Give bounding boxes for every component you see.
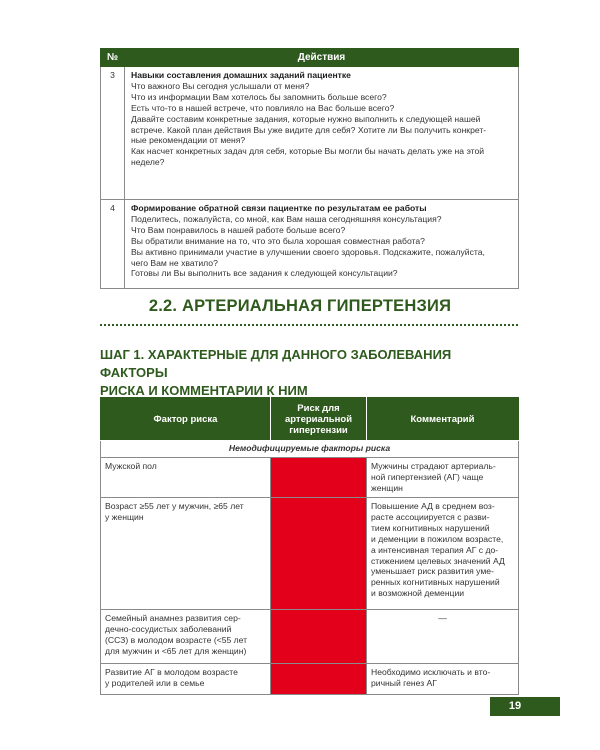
page-number-bar [540, 697, 560, 716]
row-title: Формирование обратной связи пациентке по результатам ее работы [131, 203, 427, 213]
row-line: неделе? [131, 157, 165, 168]
row-line: чего Вам не хватило? [131, 257, 218, 268]
header-actions: Действия [125, 49, 519, 67]
row-content [125, 67, 519, 200]
comment-line: стижением целевых значений АД [371, 555, 505, 566]
dotted-divider [100, 324, 518, 326]
risk-factors-table [100, 397, 519, 695]
factor-line: Мужской пол [105, 461, 157, 471]
header-factor: Фактор риска [101, 398, 271, 441]
subheader-nonmodifiable: Немодифицируемые факторы риска [101, 441, 519, 458]
comment-line: ренных когнитивных нарушений [371, 577, 500, 588]
comment-cell [367, 610, 519, 664]
header-risk-line: артериальной [284, 413, 353, 425]
row-title: Навыки составления домашних заданий пациентке [131, 70, 351, 80]
header-comment: Комментарий [367, 398, 519, 441]
factor-line: (ССЗ) в молодом возрасте (<55 лет [105, 634, 248, 645]
risk-indicator [271, 498, 367, 610]
table-row [101, 610, 519, 664]
row-line: Поделитесь, пожалуйста, со мной, как Вам наша сегодняшняя консультация? [131, 213, 442, 224]
step-title-line: ШАГ 1. ХАРАКТЕРНЫЕ ДЛЯ ДАННОГО ЗАБОЛЕВАНИЯ ФАКТОРЫ [100, 347, 452, 380]
row-line: Вы обратили внимание на то, что это была хорошая совместная работа? [131, 235, 425, 246]
row-line: встрече. Какой план действия Вы уже видите для себя? Хотите ли Вы получить конкрет- [131, 124, 487, 135]
factor-line: дечно-сосудистых заболеваний [105, 623, 232, 634]
page-number: 19 [490, 697, 540, 716]
row-line: Есть что-то в нашей встрече, что повлияло на Вас больше всего? [131, 102, 395, 113]
table-row [101, 664, 519, 695]
comment-line: расте ассоциируется с разви- [371, 511, 490, 522]
row-content [125, 200, 519, 289]
comment-line: женщин [371, 482, 403, 493]
row-line: Как насчет конкретных задач для себя, которые Вы могли бы начать делать уже на этой [131, 146, 485, 157]
comment-line: уменьшает риск развития уме- [371, 566, 494, 577]
comment-cell [367, 458, 519, 498]
factor-cell [101, 610, 271, 664]
comment-cell [367, 664, 519, 695]
comment-cell [367, 498, 519, 610]
factor-line: у женщин [105, 511, 144, 522]
row-line: Что важного Вы сегодня услышали от меня? [131, 80, 310, 91]
header-risk [271, 398, 367, 441]
risk-indicator [271, 610, 367, 664]
factor-line: для мужчин и <65 лет для женщин) [105, 645, 247, 656]
comment-line: и возможной деменции [371, 588, 465, 599]
row-number: 4 [101, 200, 125, 289]
comment-line: а интенсивная терапия АГ с до- [371, 544, 499, 555]
factor-line: Развитие АГ в молодом возрасте [105, 667, 238, 677]
actions-table [100, 48, 519, 289]
comment-line: ной гипертензией (АГ) чаще [371, 471, 484, 482]
table-row [101, 458, 519, 498]
factor-cell [101, 498, 271, 610]
factor-line: у родителей или в семье [105, 677, 205, 688]
row-number: 3 [101, 67, 125, 200]
row-line: Вы активно принимали участие в улучшении своего здоровья. Подскажите, пожалуйста, [131, 246, 485, 257]
factor-cell [101, 664, 271, 695]
step-title-line: РИСКА И КОММЕНТАРИИ К НИМ [100, 383, 308, 398]
comment-line: Необходимо исключать и вто- [371, 667, 491, 677]
risk-indicator [271, 458, 367, 498]
factor-line: Семейный анамнез развития сер- [105, 613, 241, 623]
factor-cell [101, 458, 271, 498]
section-title: 2.2. АРТЕРИАЛЬНАЯ ГИПЕРТЕНЗИЯ [148, 297, 452, 315]
header-risk-line: гипертензии [289, 424, 348, 436]
row-line: Что из информации Вам хотелось бы запомнить больше всего? [131, 91, 387, 102]
comment-line: — [438, 613, 447, 623]
risk-indicator [271, 664, 367, 695]
comment-line: Повышение АД в среднем воз- [371, 501, 495, 511]
header-number: № [101, 49, 125, 67]
row-line: Что Вам понравилось в нашей работе больше всего? [131, 224, 346, 235]
table-row [101, 67, 519, 200]
comment-line: ричный генез АГ [371, 677, 437, 688]
comment-line: и деменции в пожилом возрасте, [371, 533, 504, 544]
comment-line: тием когнитивных нарушений [371, 522, 490, 533]
row-line: ные рекомендации от меня? [131, 135, 246, 146]
step-title [100, 346, 518, 400]
header-risk-line: Риск для [297, 402, 340, 414]
row-line: Давайте составим конкретные задания, которые нужно выполнить к следующей нашей [131, 113, 481, 124]
row-line: Готовы ли Вы выполнить все задания к следующей консультации? [131, 268, 398, 279]
factor-line: Возраст ≥55 лет у мужчин, ≥65 лет [105, 501, 244, 511]
table-row [101, 200, 519, 289]
table-row [101, 498, 519, 610]
comment-line: Мужчины страдают артериаль- [371, 461, 496, 471]
